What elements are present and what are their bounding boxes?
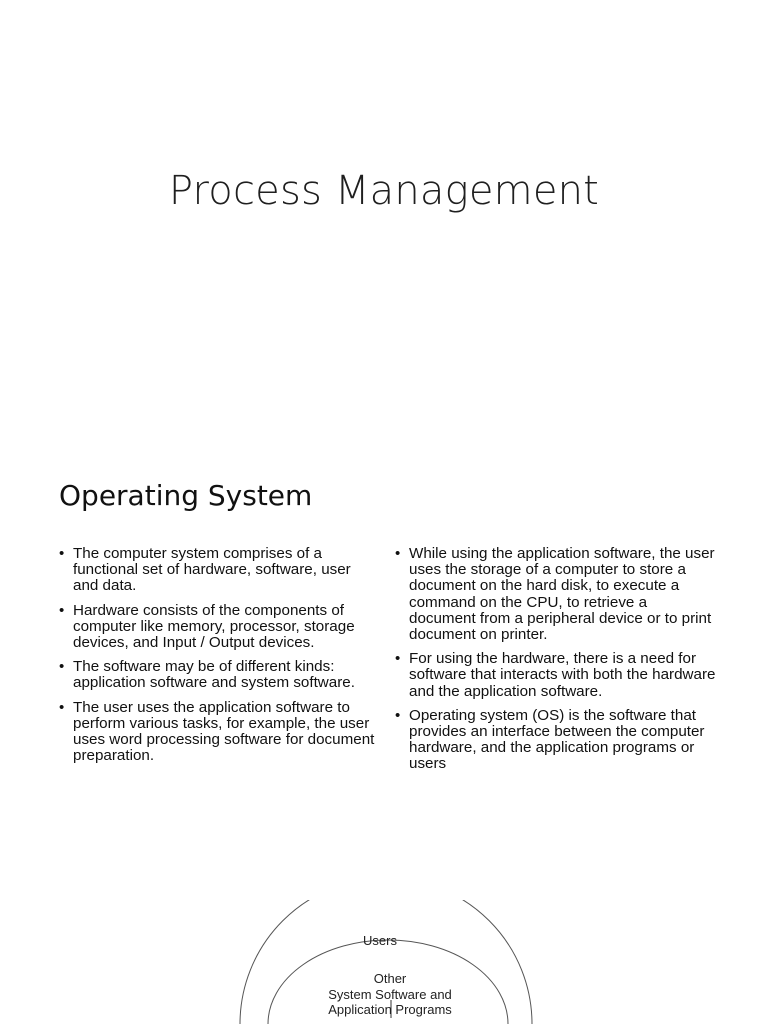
system-software-label-line: System Software and [328, 986, 452, 1002]
right-bullet-list [395, 546, 717, 773]
bullet-item: • The user uses the application software to perform various tasks, for example, the user uses word processing software for document preparation. [59, 700, 377, 765]
left-column [59, 546, 377, 772]
left-bullet-list [59, 546, 377, 764]
slide-title: Process Management [168, 168, 600, 214]
system-software-label-line: Other [373, 971, 407, 986]
section-title: Operating System [59, 479, 313, 512]
system-software-label [290, 971, 490, 1018]
users-label: Users [363, 933, 397, 948]
system-software-label-line: Application Programs [328, 1002, 452, 1017]
bullet-item: • Operating system (OS) is the software that provides an interface between the computer hardware, and the application programs or users [395, 708, 717, 773]
os-layer-diagram [0, 900, 768, 1024]
bullet-item: • For using the hardware, there is a need for software that interacts with both the hardware and the application software. [395, 651, 717, 700]
bullet-item: • While using the application software, the user uses the storage of a computer to store a document on the hard disk, to execute a command on the CPU, to retrieve a document from a peripheral device or to print document on printer. [395, 546, 717, 643]
bullet-item: • The computer system comprises of a functional set of hardware, software, user and data. [59, 546, 377, 595]
right-column [395, 546, 717, 781]
bullet-item: • Hardware consists of the components of computer like memory, processor, storage devices, and Input / Output devices. [59, 603, 377, 652]
bullet-item: • The software may be of different kinds: application software and system software. [59, 659, 377, 691]
